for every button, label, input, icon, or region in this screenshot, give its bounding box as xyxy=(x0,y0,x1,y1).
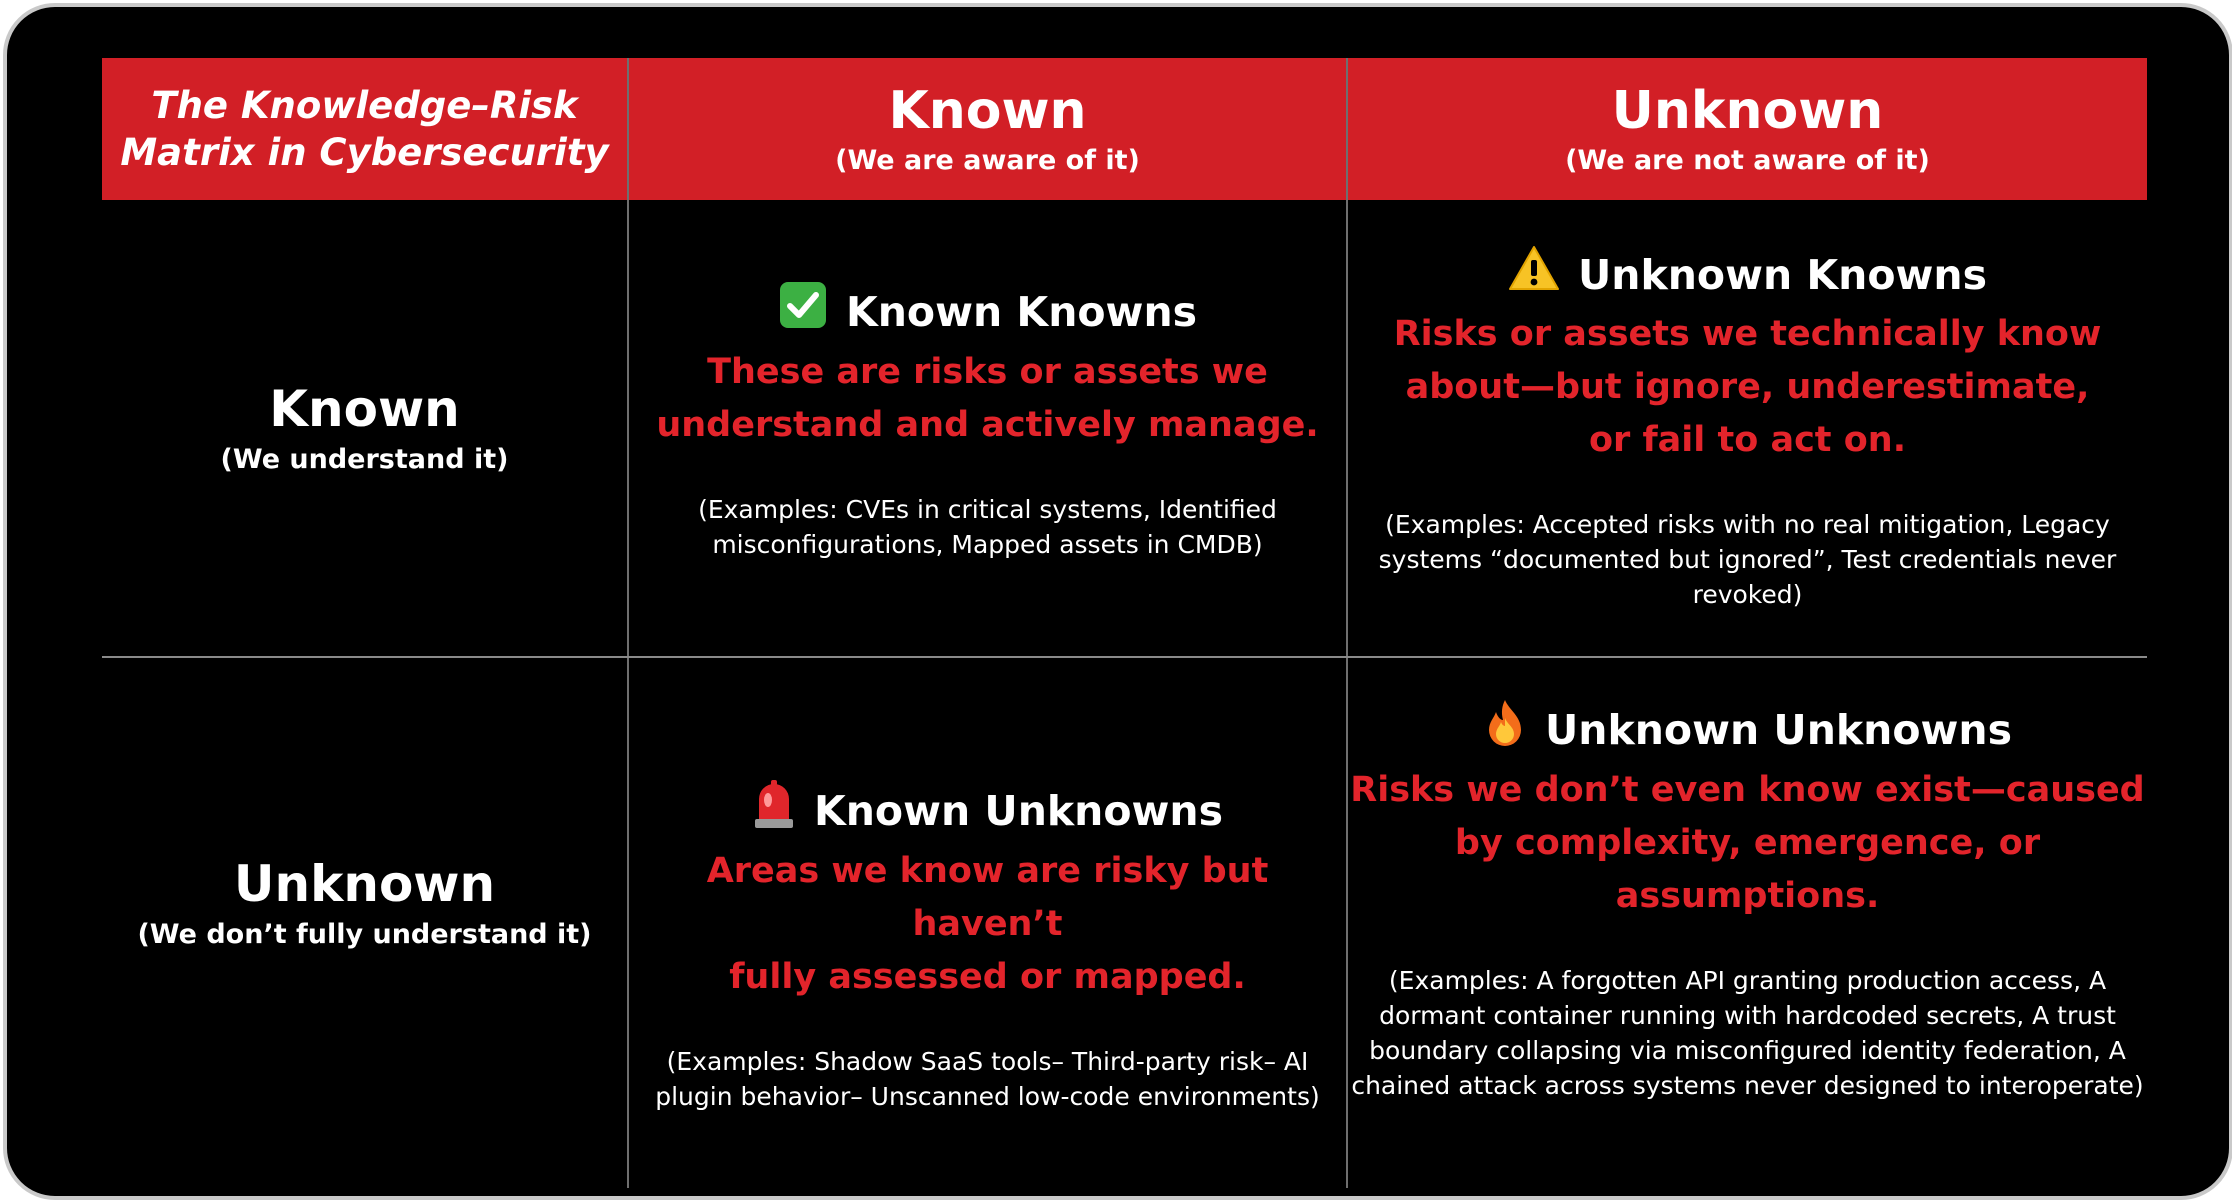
quadrant-title-known-knowns xyxy=(778,280,1197,344)
knowledge-risk-matrix xyxy=(102,58,2147,1188)
column-title-known: Known xyxy=(888,81,1087,141)
column-subtitle-unknown: (We are not aware of it) xyxy=(1565,145,1930,176)
quadrant-title-unknown-knowns xyxy=(1508,244,1987,306)
column-header-known xyxy=(629,58,1346,200)
fire-icon xyxy=(1483,698,1527,762)
row-title-unknown: Unknown xyxy=(233,855,496,913)
quadrant-known-knowns xyxy=(629,280,1346,562)
quadrant-title-text: Known Unknowns xyxy=(813,787,1224,835)
quadrant-title-unknown-unknowns xyxy=(1483,698,2012,762)
quadrant-title-text: Unknown Knowns xyxy=(1577,251,1988,299)
corner-cell xyxy=(102,58,627,200)
quadrant-examples: (Examples: CVEs in critical systems, Identified misconfigurations, Mapped assets in CMDB) xyxy=(698,495,1277,559)
row-subtitle-unknown: (We don’t fully understand it) xyxy=(137,919,592,950)
quadrant-title-text: Known Knowns xyxy=(845,288,1198,336)
row-subtitle-known: (We understand it) xyxy=(220,444,509,475)
row-header-unknown xyxy=(102,658,627,1148)
row-header-known xyxy=(102,200,627,656)
quadrant-title-known-unknowns xyxy=(752,779,1223,843)
quadrant-unknown-knowns xyxy=(1348,244,2147,612)
matrix-title: The Knowledge–Risk Matrix in Cybersecurity xyxy=(120,84,609,174)
quadrant-description: Areas we know are risky but haven’t fully assessed or mapped. xyxy=(706,851,1269,997)
column-subtitle-known: (We are aware of it) xyxy=(835,145,1140,176)
quadrant-known-unknowns xyxy=(629,779,1346,1114)
siren-icon xyxy=(752,779,796,843)
quadrant-description: Risks or assets we technically know about—but ignore, underestimate, or fail to act on. xyxy=(1393,314,2102,460)
row-title-known: Known xyxy=(269,380,460,438)
column-header-unknown xyxy=(1348,58,2147,200)
quadrant-description: Risks we don’t even know exist—caused by complexity, emergence, or assumptions. xyxy=(1350,770,2145,916)
check-mark-icon xyxy=(778,280,828,344)
quadrant-description: These are risks or assets we understand and actively manage. xyxy=(656,352,1319,445)
quadrant-examples: (Examples: Accepted risks with no real mitigation, Legacy systems “documented but ignored”, Test credentials never revoked) xyxy=(1378,510,2117,609)
column-title-unknown: Unknown xyxy=(1611,81,1884,141)
quadrant-examples: (Examples: A forgotten API granting production access, A dormant container running with hardcoded secrets, A trust boundary collapsing via misconfigured identity federation, A chained attack across systems never designed to interoperate) xyxy=(1351,966,2144,1100)
matrix-card xyxy=(3,3,2232,1200)
quadrant-title-text: Unknown Unknowns xyxy=(1544,706,2012,754)
warning-icon xyxy=(1508,244,1560,306)
quadrant-examples: (Examples: Shadow SaaS tools– Third-party risk– AI plugin behavior– Unscanned low-code environments) xyxy=(655,1047,1320,1111)
quadrant-unknown-unknowns xyxy=(1348,698,2147,1103)
